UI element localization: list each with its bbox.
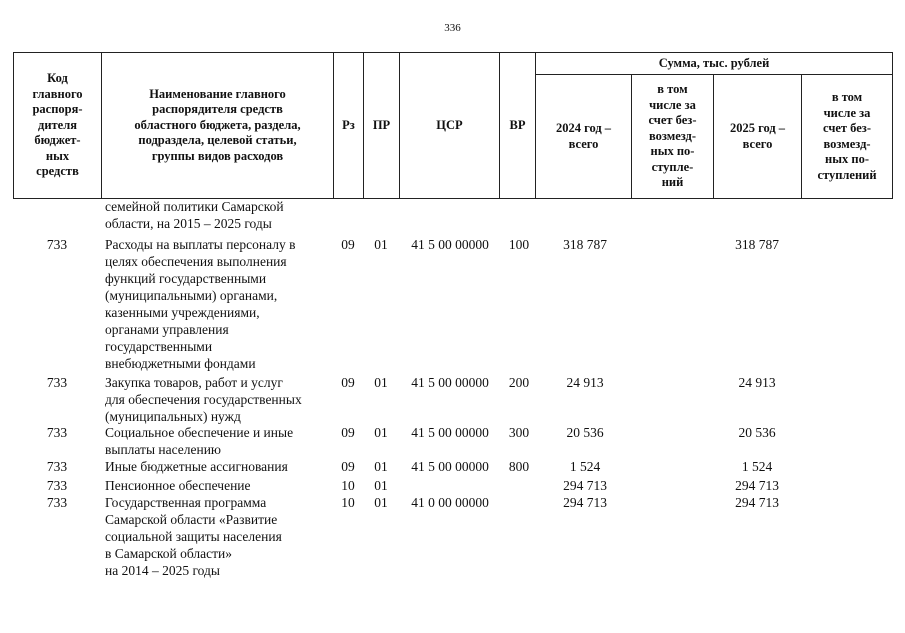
cell-rz: 09 [341, 375, 355, 390]
cell-vr: 800 [508, 459, 530, 474]
cell-sum-2024: 1 524 [569, 459, 601, 474]
cell-sum-2025: 294 713 [735, 495, 779, 510]
cell-code: 733 [46, 478, 68, 493]
cell-code: 733 [46, 459, 68, 474]
cell-rz: 10 [341, 478, 355, 493]
header-2024-incl: в том числе за счет без- возмезд- ных по- ступле- ний [632, 75, 714, 199]
header-name: Наименование главного распорядителя средств областного бюджета, раздела, подраздела, целевой статьи, группы видов расходов [102, 53, 334, 199]
cell-name: Расходы на выплаты персоналу в целях обеспечения выполнения функций государственными (муниципальными) органами, казенными учреждениями, органами управления государственными внебюджетными фондами [105, 237, 296, 371]
cell-pr: 01 [374, 375, 388, 390]
cell-name: Социальное обеспечение и иные выплаты населению [105, 425, 294, 457]
budget-table-header [13, 52, 893, 199]
cell-pr: 01 [374, 495, 388, 510]
cell-sum-2025: 1 524 [741, 459, 773, 474]
header-2025-incl: в том числе за счет без- возмезд- ных по- ступлений [802, 75, 893, 199]
cell-sum-2025: 294 713 [735, 478, 779, 493]
header-pr: ПР [364, 53, 400, 199]
cell-name: Закупка товаров, работ и услуг для обеспечения государственных (муниципальных) нужд [105, 375, 302, 424]
cell-code: 733 [46, 237, 68, 252]
page-number: 336 [444, 22, 461, 34]
cell-rz: 09 [341, 459, 355, 474]
cell-vr: 100 [508, 237, 530, 252]
cell-pr: 01 [374, 478, 388, 493]
cell-sum-2024: 294 713 [563, 495, 607, 510]
cell-sum-2024: 24 913 [566, 375, 604, 390]
header-2024-total: 2024 год – всего [536, 75, 632, 199]
cell-code: 733 [46, 425, 68, 440]
cell-csr: 41 5 00 00000 [411, 375, 489, 390]
cell-pr: 01 [374, 425, 388, 440]
cell-csr: 41 5 00 00000 [411, 425, 489, 440]
cell-sum-2025: 24 913 [738, 375, 776, 390]
header-csr: ЦСР [400, 53, 500, 199]
cell-vr: 200 [508, 375, 530, 390]
cell-csr: 41 0 00 00000 [411, 495, 489, 510]
header-2025-total: 2025 год – всего [714, 75, 802, 199]
cell-vr: 300 [508, 425, 530, 440]
cell-code: 733 [46, 495, 68, 510]
cell-sum-2024: 318 787 [563, 237, 607, 252]
cell-csr: 41 5 00 00000 [411, 237, 489, 252]
cell-pr: 01 [374, 237, 388, 252]
cell-sum-2024: 20 536 [566, 425, 604, 440]
cell-name: Иные бюджетные ассигнования [105, 459, 288, 474]
cell-code: 733 [46, 375, 68, 390]
cell-name: семейной политики Самарской области, на 2015 – 2025 годы [105, 199, 284, 231]
cell-sum-2025: 20 536 [738, 425, 776, 440]
cell-pr: 01 [374, 459, 388, 474]
cell-rz: 10 [341, 495, 355, 510]
cell-rz: 09 [341, 425, 355, 440]
header-code: Код главного распоря- дителя бюджет- ных средств [14, 53, 102, 199]
header-sum: Сумма, тыс. рублей [536, 53, 893, 75]
cell-sum-2024: 294 713 [563, 478, 607, 493]
cell-rz: 09 [341, 237, 355, 252]
header-rz: Рз [334, 53, 364, 199]
cell-name: Пенсионное обеспечение [105, 478, 251, 493]
header-vr: ВР [500, 53, 536, 199]
cell-csr: 41 5 00 00000 [411, 459, 489, 474]
cell-sum-2025: 318 787 [735, 237, 779, 252]
cell-name: Государственная программа Самарской области «Развитие социальной защиты населения в Самарской области» на 2014 – 2025 годы [105, 495, 282, 578]
